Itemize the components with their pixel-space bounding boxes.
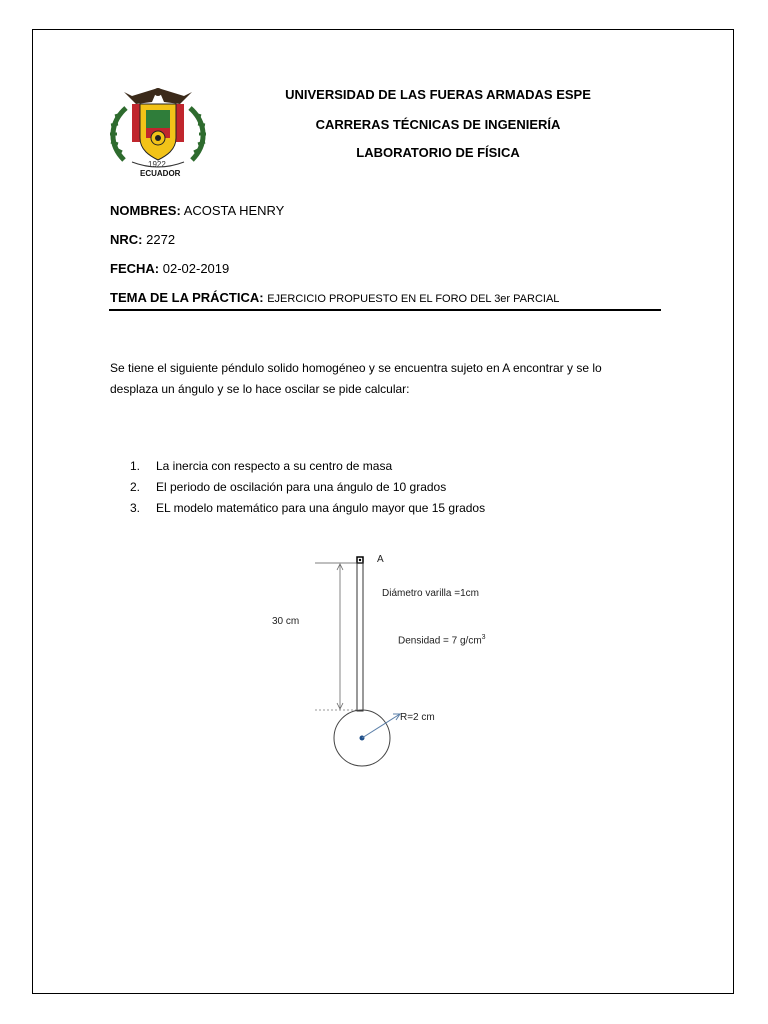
question-number: 2. [130,480,141,494]
pendulum-diagram [260,548,510,778]
date-value: 02-02-2019 [162,261,230,276]
lab-title: LABORATORIO DE FÍSICA [356,145,520,160]
problem-statement [110,358,670,400]
topic-value: EJERCICIO PROPUESTO EN EL FORO DEL 3er PARCIAL [267,293,560,305]
date-label: FECHA: [110,261,160,276]
statement-line-2: desplaza un ángulo y se lo hace oscilar se pide calcular: [110,382,410,396]
names-value: ACOSTA HENRY [183,203,285,218]
question-text: EL modelo matemático para una ángulo mayor que 15 grados [156,501,486,515]
question-list [130,456,485,519]
careers-title: CARRERAS TÉCNICAS DE INGENIERÍA [315,117,561,132]
pendulum-rod [357,563,363,711]
question-number: 1. [130,459,141,473]
list-item [130,498,485,519]
nrc-value: 2272 [146,232,176,247]
names-label: NOMBRES: [110,203,181,218]
density-label [398,634,486,646]
names-field [110,203,284,218]
university-name: UNIVERSIDAD DE LAS FUERAS ARMADAS ESPE [285,87,591,102]
length-label: 30 cm [272,616,300,627]
logo-country: ECUADOR [140,169,181,178]
statement-line-1: Se tiene el siguiente péndulo solido homogéneo y se encuentra sujeto en A encontrar y se lo [110,361,602,375]
nrc-label: NRC: [110,232,143,247]
date-field [110,261,229,276]
density-exponent: 3 [481,634,486,641]
header-divider [109,309,661,311]
pendulum-figure [260,548,510,778]
topic-label: TEMA DE LA PRÁCTICA: [110,290,264,305]
topic-field [110,290,559,305]
list-item [130,477,485,498]
question-text: La inercia con respecto a su centro de masa [156,459,393,473]
density-text: Densidad = 7 g/cm [398,635,482,647]
diameter-label: Diámetro varilla =1cm [382,588,479,599]
point-a-label: A [377,554,384,565]
question-text: El periodo de oscilación para una ángulo de 10 grados [156,480,447,494]
nrc-field [110,232,175,247]
radius-label: R=2 cm [400,712,435,723]
question-number: 3. [130,501,141,515]
logo-year: 1922 [148,160,166,169]
list-item [130,456,485,477]
